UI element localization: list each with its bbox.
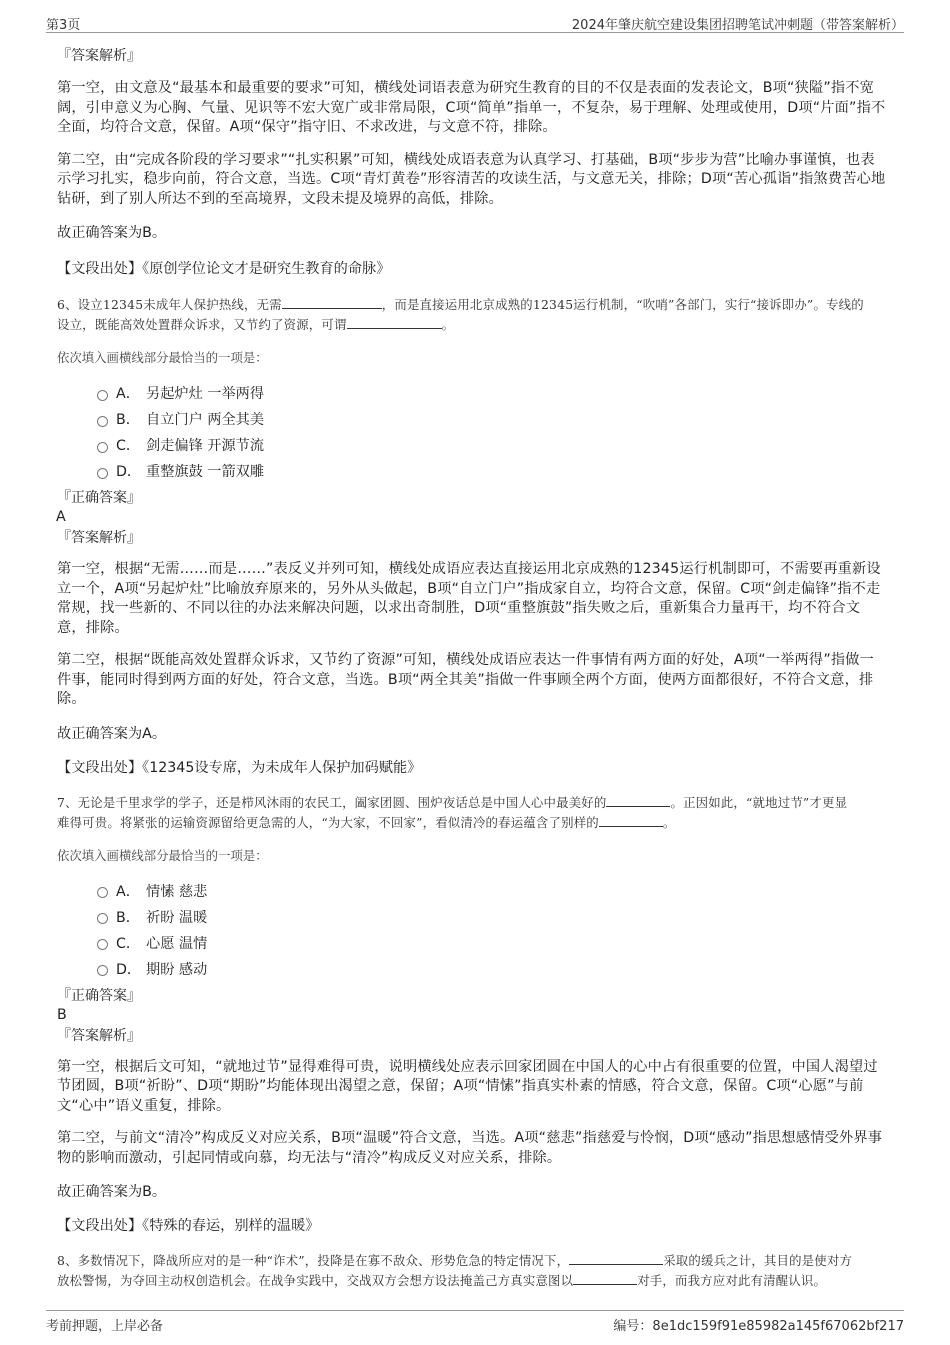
analysis-paragraph: 第二空，由“完成各阶段的学习要求”“扎实积累”可知，横线处成语表意为认真学习、打基础，B项“步步为营”比喻办事谨慎，也表示学习扎实，稳步向前，符合文意，当选。C项“青灯黄卷”形容清苦的攻读生活，与文意无关，排除；D项“苦心孤诣”指煞费苦心地钻研，到了别人所达不到的至高境界，文段未提及境界的高低，排除。 (57, 151, 886, 207)
question-8-text: 8、多数情况下，降战所应对的是一种“诈术”，投降是在寡不敌众、形势危急的特定情况下， 采取的缓兵之计，其目的是使对方 放松警惕，为夺回主动权创造机会。在战争实践中，交战双方会想方设法掩盖己方真实意图以 对手，而我方应对此有清醒认识。 (57, 1253, 853, 1288)
question-7-options (97, 878, 887, 982)
correct-answer-value: A (56, 509, 66, 525)
document-title: 2024年肇庆航空建设集团招聘笔试冲刺题（带答案解析） (571, 18, 904, 33)
fill-blank (282, 296, 382, 309)
footer-slogan: 考前押题，上岸必备 (46, 1319, 164, 1334)
question-6-text: 6、设立12345未成年人保护热线，无需 ，而是直接运用北京成熟的12345运行机制，“吹哨”各部门，实行“接诉即办”。专线的 设立，既能高效处置群众诉求，又节约了资源，可谓 。 (57, 297, 864, 332)
source-citation: 【文段出处】《特殊的春运，别样的温暖》 (57, 1218, 320, 1234)
page-content (57, 40, 887, 1291)
question-7-text: 7、无论是千里求学的学子，还是栉风沐雨的农民工，阖家团圆、围炉夜话总是中国人心中最美好的 。正因如此，“就地过节”才更显 难得可贵。将紧张的运输资源留给更急需的人，“为大家，不回家”，看似清冷的春运蕴含了别样的 。 (57, 794, 848, 830)
analysis-paragraph: 第二空，与前文“清冷”构成反义对应关系，B项“温暖”符合文意，当选。A项“慈悲”指慈爱与怜悯，D项“感动”指思想感情受外界事物的影响而激动，引起同情或向慕，均无法与“清冷”构成反义对应关系，排除。 (57, 1130, 883, 1166)
source-citation: 【文段出处】《原创学位论文才是研究生教育的命脉》 (57, 261, 391, 277)
option-b[interactable]: B． 自立门户 两全其美 (97, 406, 887, 432)
analysis-label: 『答案解析』 (57, 48, 141, 64)
fill-blank (569, 1252, 663, 1265)
fill-blank (347, 316, 442, 329)
option-d[interactable]: D． 期盼 感动 (97, 956, 887, 982)
radio-icon[interactable] (97, 468, 108, 479)
fill-blank (606, 794, 670, 807)
document-code: 编号：8e1dc159f91e85982a145f67062bf217 (613, 1319, 904, 1334)
answer-conclusion: 故正确答案为B。 (57, 225, 167, 241)
radio-icon[interactable] (97, 887, 108, 898)
analysis-paragraph: 第一空，由文意及“最基本和最重要的要求”可知，横线处词语表意为研究生教育的目的不仅是表面的发表论文，B项“狭隘”指不宽阔，引申意义为心胸、气量、见识等不宏大宽广或非常局限，C项“简单”指单一，不复杂，易于理解、处理或使用，D项“片面”指不全面，均符合文意，保留。A项“保守”指守旧、不求改进，与文意不符，排除。 (57, 80, 886, 135)
answer-conclusion: 故正确答案为A。 (57, 725, 167, 742)
analysis-paragraph: 第一空，根据后文可知，“就地过节”显得难得可贵，说明横线处应表示回家团圆在中国人的心中占有很重要的位置，中国人渴望过节团圆，B项“祈盼”、D项“期盼”均能体现出渴望之意，保留；A项“情愫”指真实朴素的情感，符合文意，保留。C项“心愿”与前文“心中”语义重复，排除。 (57, 1058, 878, 1114)
radio-icon[interactable] (97, 939, 108, 950)
radio-icon[interactable] (97, 390, 108, 401)
radio-icon[interactable] (97, 416, 108, 427)
analysis-label: 『答案解析』 (57, 530, 141, 546)
analysis-paragraph: 第二空，根据“既能高效处置群众诉求，又节约了资源”可知，横线处成语应表达一件事情有两方面的好处，A项“一举两得”指做一件事，能同时得到两方面的好处，符合文意，当选。B项“两全其美”指做一件事顾全两个方面，使两方面都很好，不符合文意，排除。 (57, 652, 875, 707)
option-a[interactable]: A． 另起炉灶 一举两得 (97, 380, 887, 406)
page-number: 第3页 (46, 18, 81, 33)
option-a[interactable]: A． 情愫 慈悲 (97, 878, 887, 904)
option-c[interactable]: C． 心愿 温情 (97, 930, 887, 956)
option-b[interactable]: B． 祈盼 温暖 (97, 904, 887, 930)
correct-answer-label: 『正确答案』 (57, 490, 141, 506)
fill-blank (573, 1272, 637, 1285)
question-instruction: 依次填入画横线部分最恰当的一项是： (57, 350, 268, 365)
question-instruction: 依次填入画横线部分最恰当的一项是： (57, 847, 268, 863)
radio-icon[interactable] (97, 965, 108, 976)
fill-blank (599, 814, 663, 827)
answer-conclusion: 故正确答案为B。 (57, 1184, 167, 1200)
correct-answer-label: 『正确答案』 (57, 987, 141, 1004)
correct-answer-value: B (57, 1006, 67, 1023)
page-header (46, 10, 904, 33)
analysis-label: 『答案解析』 (57, 1027, 141, 1044)
question-6-options (97, 380, 887, 484)
option-d[interactable]: D． 重整旗鼓 一箭双雕 (97, 458, 887, 484)
radio-icon[interactable] (97, 442, 108, 453)
page-footer (46, 1310, 904, 1335)
analysis-paragraph: 第一空，根据“无需……而是……”表反义并列可知，横线处成语应表达直接运用北京成熟的12345运行机制即可，不需要再重新设立一个，A项“另起炉灶”比喻放弃原来的，另外从头做起，B项“自立门户”指成家自立，均符合文意，保留。C项“剑走偏锋”指不走常规，找一些新的、不同以往的办法来解决问题，以求出奇制胜，D项“重整旗鼓”指失败之后，重新集合力量再干，均不符合文意，排除。 (57, 561, 881, 636)
radio-icon[interactable] (97, 913, 108, 924)
source-citation: 【文段出处】《12345设专席，为未成年人保护加码赋能》 (57, 759, 422, 776)
option-c[interactable]: C． 剑走偏锋 开源节流 (97, 432, 887, 458)
